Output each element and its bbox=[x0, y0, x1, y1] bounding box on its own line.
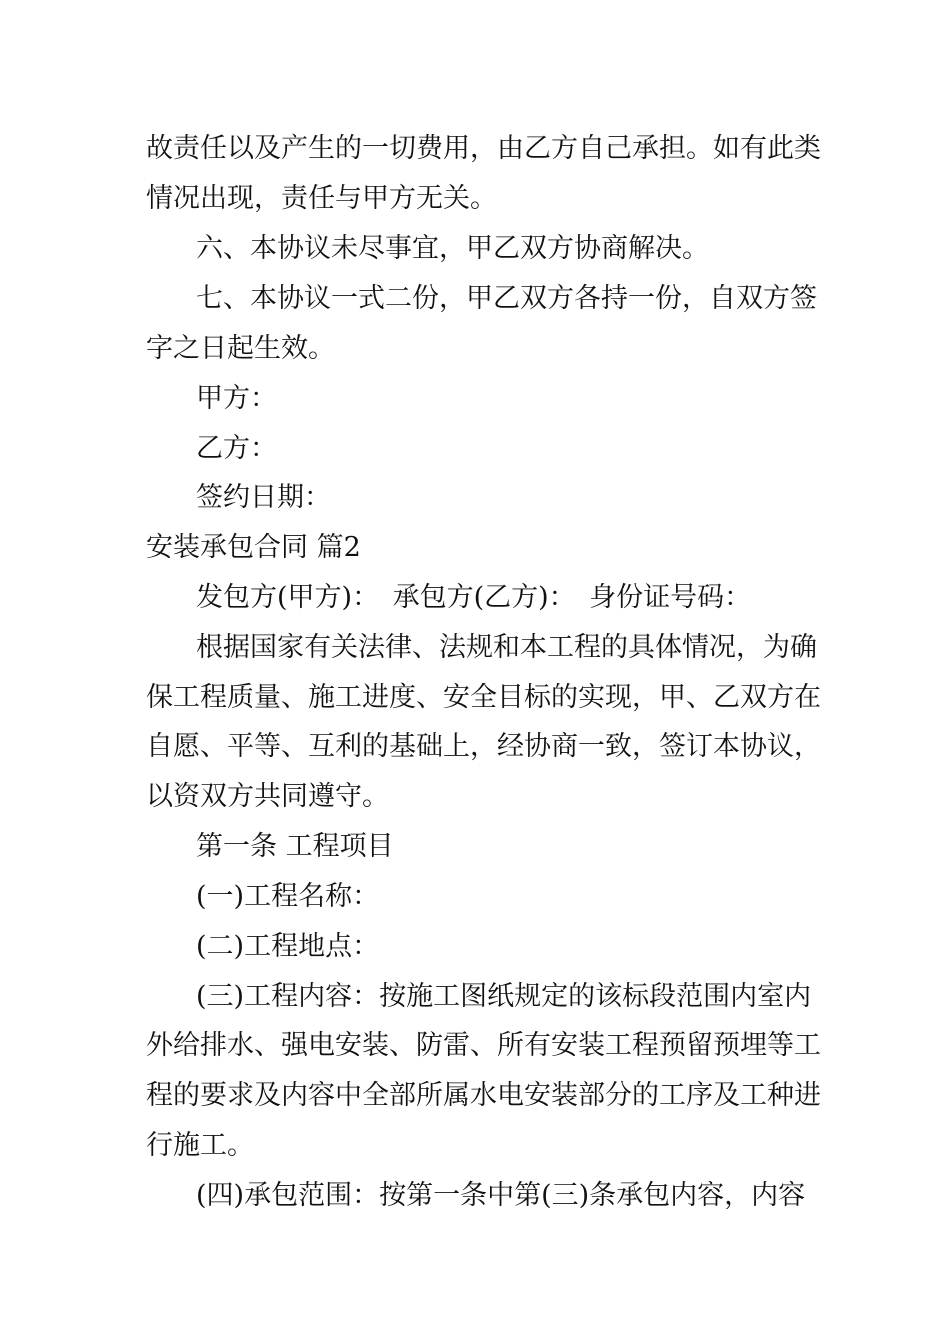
paragraph-line: 外给排水、强电安装、防雷、所有安装工程预留预埋等工 bbox=[146, 1030, 821, 1061]
paragraph-line: 以资双方共同遵守。 bbox=[146, 781, 389, 812]
clause-seven: 七、本协议一式二份，甲乙双方各持一份，自双方签 bbox=[196, 283, 817, 314]
project-content-line: (三)工程内容：按施工图纸规定的该标段范围内室内 bbox=[196, 981, 812, 1012]
paragraph-line: 字之日起生效。 bbox=[146, 333, 335, 364]
party-b-label: 乙方： bbox=[196, 433, 277, 464]
article-one-heading: 第一条 工程项目 bbox=[196, 831, 394, 862]
paragraph-line: 情况出现，责任与甲方无关。 bbox=[146, 183, 497, 214]
paragraph-line: 故责任以及产生的一切费用，由乙方自己承担。如有此类 bbox=[146, 133, 821, 164]
party-a-label: 甲方： bbox=[196, 383, 277, 414]
paragraph-line: 行施工。 bbox=[146, 1130, 254, 1161]
project-location-label: (二)工程地点： bbox=[196, 931, 380, 962]
signing-date-label: 签约日期： bbox=[196, 482, 331, 513]
paragraph-line: 根据国家有关法律、法规和本工程的具体情况，为确 bbox=[196, 632, 817, 663]
paragraph-line: 自愿、平等、互利的基础上，经协商一致，签订本协议， bbox=[146, 731, 821, 762]
paragraph-line: 保工程质量、施工进度、安全目标的实现，甲、乙双方在 bbox=[146, 682, 821, 713]
contract-scope-line: (四)承包范围：按第一条中第(三)条承包内容，内容 bbox=[196, 1180, 806, 1211]
clause-six: 六、本协议未尽事宜，甲乙双方协商解决。 bbox=[196, 233, 709, 264]
section-heading: 安装承包合同 篇2 bbox=[146, 532, 361, 563]
project-name-label: (一)工程名称： bbox=[196, 881, 380, 912]
parties-line: 发包方(甲方)： 承包方(乙方)： 身份证号码： bbox=[196, 582, 752, 613]
paragraph-line: 程的要求及内容中全部所属水电安装部分的工序及工种进 bbox=[146, 1080, 821, 1111]
